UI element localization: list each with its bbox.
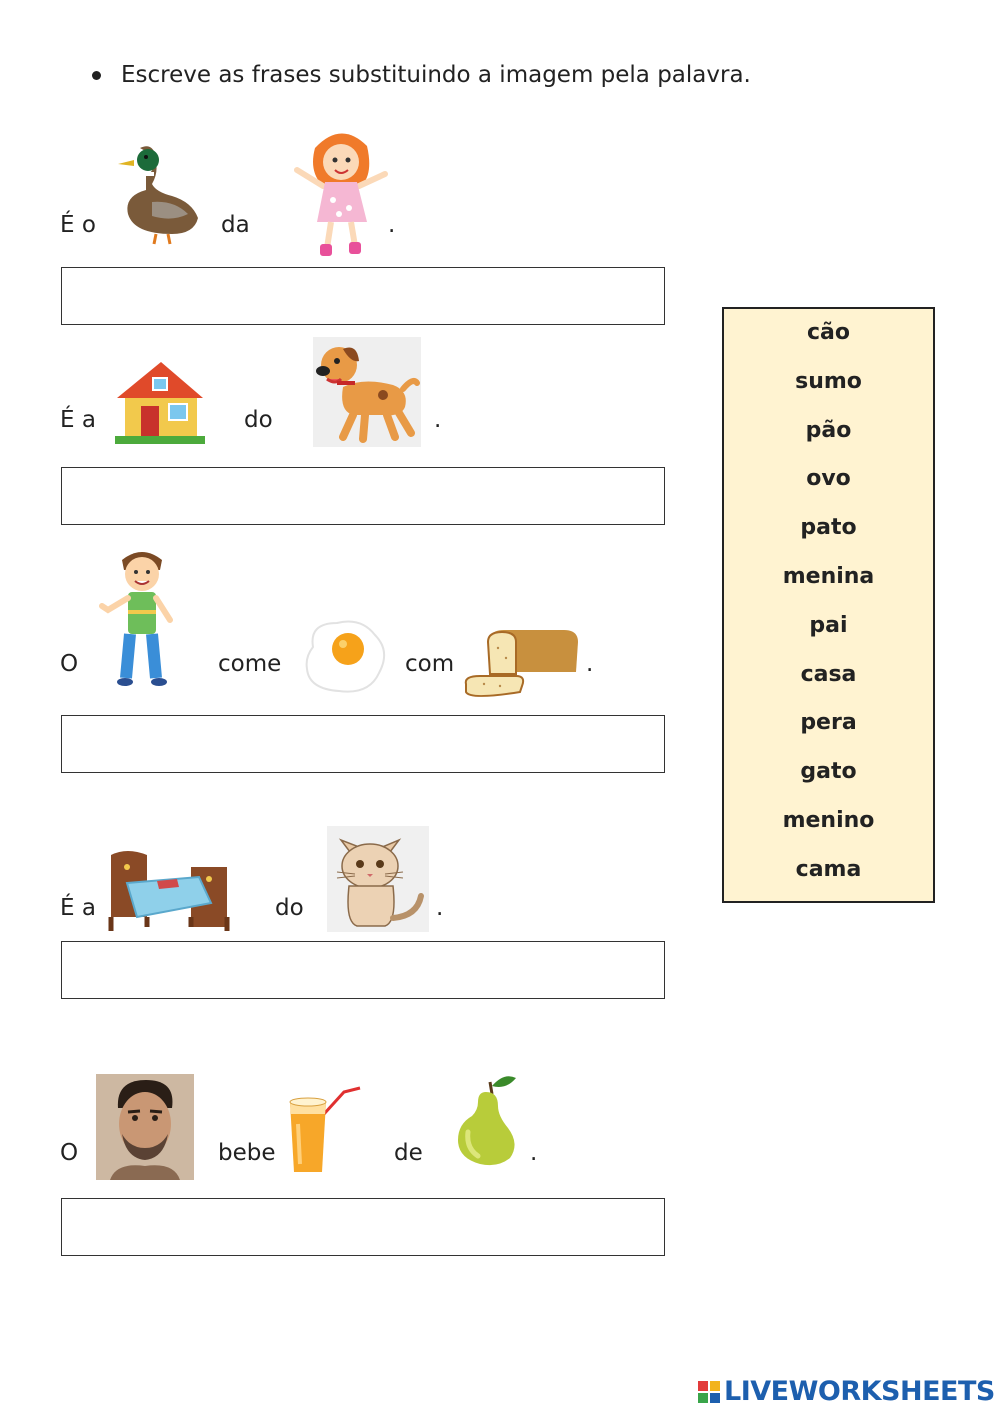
sentence-4-word-2: do bbox=[275, 895, 304, 921]
sentence-2-period: . bbox=[434, 407, 442, 433]
word-bank bbox=[722, 307, 935, 903]
answer-box-3[interactable] bbox=[61, 715, 665, 773]
sentence-5-word-3: de bbox=[394, 1140, 423, 1166]
instruction-text: Escreve as frases substituindo a imagem pela palavra. bbox=[121, 62, 751, 88]
pear-icon bbox=[452, 1070, 524, 1168]
dog-icon bbox=[313, 337, 421, 447]
sentence-3-word-2: come bbox=[218, 651, 282, 677]
man-photo bbox=[96, 1074, 194, 1180]
duck-icon bbox=[112, 140, 202, 246]
answer-box-5[interactable] bbox=[61, 1198, 665, 1256]
juice-icon bbox=[282, 1084, 366, 1178]
word-bank-item: pato bbox=[800, 515, 857, 541]
word-bank-item: pai bbox=[809, 612, 848, 638]
answer-box-1[interactable] bbox=[61, 267, 665, 325]
sentence-4-period: . bbox=[436, 895, 444, 921]
boy-icon bbox=[98, 546, 184, 690]
sentence-1-period: . bbox=[388, 212, 396, 238]
liveworksheets-logo bbox=[698, 1376, 995, 1407]
sentence-1-word-1: É o bbox=[60, 212, 96, 238]
sentence-4-word-1: É a bbox=[60, 895, 96, 921]
sentence-5-word-1: O bbox=[60, 1140, 79, 1166]
bullet-icon bbox=[92, 71, 101, 80]
word-bank-item: cama bbox=[795, 856, 862, 882]
bed-icon bbox=[107, 847, 231, 931]
answer-box-2[interactable] bbox=[61, 467, 665, 525]
instruction bbox=[92, 62, 751, 88]
logo-text: LIVEWORKSHEETS bbox=[724, 1376, 995, 1407]
word-bank-item: pera bbox=[800, 710, 857, 736]
sentence-2-word-2: do bbox=[244, 407, 273, 433]
word-bank-item: gato bbox=[800, 759, 857, 785]
word-bank-item: casa bbox=[800, 661, 857, 687]
sentence-5-word-2: bebe bbox=[218, 1140, 276, 1166]
cat-icon bbox=[327, 826, 429, 932]
word-bank-item: menina bbox=[782, 563, 875, 589]
sentence-3-word-1: O bbox=[60, 651, 79, 677]
word-bank-item: pão bbox=[805, 417, 852, 443]
sentence-5-period: . bbox=[530, 1140, 538, 1166]
house-icon bbox=[115, 358, 205, 444]
girl-icon bbox=[293, 126, 389, 260]
sentence-2-word-1: É a bbox=[60, 407, 96, 433]
sentence-3-period: . bbox=[586, 651, 594, 677]
word-bank-item: sumo bbox=[795, 368, 862, 394]
answer-box-4[interactable] bbox=[61, 941, 665, 999]
logo-mark-icon bbox=[698, 1381, 720, 1403]
word-bank-item: menino bbox=[782, 807, 875, 833]
fried-egg-icon bbox=[299, 617, 389, 697]
sentence-1-word-2: da bbox=[221, 212, 250, 238]
bread-icon bbox=[460, 628, 580, 700]
sentence-3-word-3: com bbox=[405, 651, 455, 677]
word-bank-item: ovo bbox=[806, 466, 851, 492]
word-bank-item: cão bbox=[806, 320, 850, 345]
